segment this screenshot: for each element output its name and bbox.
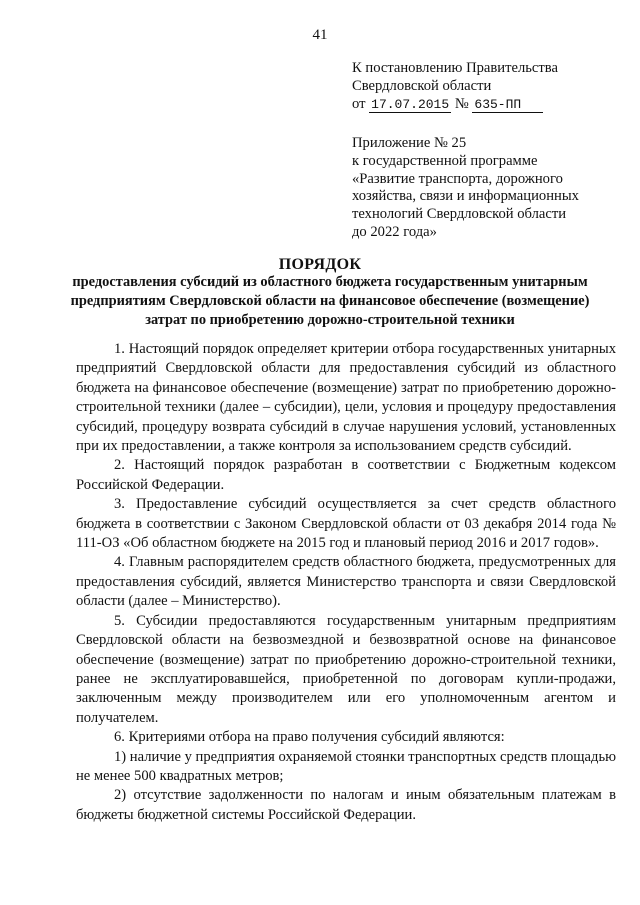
document-title: ПОРЯДОК xyxy=(278,256,362,273)
resolution-number: 635-ПП xyxy=(472,97,543,113)
paragraph: 5. Субсидии предоставляются государственным унитарным предприятиям Свердловской области на безвозмездной и безвозвратной основе на финансовое обеспечение (возмещение) затрат по приобретению дорожно-строительной техники, ранее не эксплуатировавшейся, приобретенной по договорам купли-продажи, заключенным между производителем или его уполномоченным агентом и получателем. xyxy=(76,612,616,726)
appendix-line: Приложение № 25 xyxy=(352,135,467,151)
resolution-date-number xyxy=(352,96,622,114)
paragraph: 1) наличие у предприятия охраняемой стоянки транспортных средств площадью не менее 500 квадратных метров; xyxy=(76,748,617,784)
paragraph: 6. Критериями отбора на право получения субсидий являются: xyxy=(114,729,505,746)
appendix-line: хозяйства, связи и информационных xyxy=(352,188,579,205)
appendix-line: к государственной программе xyxy=(352,152,538,169)
resolution-line-2: Свердловской области xyxy=(352,77,492,94)
number-label: № xyxy=(454,95,469,112)
from-label: от xyxy=(352,95,366,112)
appendix-line: технологий Свердловской области xyxy=(352,206,567,223)
appendix-reference xyxy=(352,135,622,242)
document-subtitle: предоставления субсидий из областного бюджета государственным унитарным предприятиям Свердловской области на финансовое обеспечение (возмещение) затрат по приобретению дорожно-строительной техники xyxy=(70,274,590,328)
document-body xyxy=(76,340,616,825)
resolution-line-1: К постановлению Правительства xyxy=(352,60,558,76)
resolution-reference xyxy=(352,60,622,113)
paragraph: 1. Настоящий порядок определяет критерии отбора государственных унитарных предприятий Свердловской области для предоставления субсидий из областного бюджета на финансовое обеспечение (возмещение) затрат по приобретению дорожно-строительной техники (далее – субсидии), цели, условия и процедуру предоставления субсидий, процедуру возврата субсидий в случае нарушения условий, установленных при их предоставлении, а также контроля за использованием средств субсидий. xyxy=(76,341,616,455)
paragraph: 2) отсутствие задолженности по налогам и иным обязательным платежам в бюджеты бюджетной системы Российской Федерации. xyxy=(76,787,616,823)
paragraph: 4. Главным распорядителем средств областного бюджета, предусмотренных для предоставления субсидий, является Министерство транспорта и связи Свердловской области (далее – Министерство). xyxy=(76,554,616,610)
page-number: 41 xyxy=(312,27,328,43)
appendix-line: «Развитие транспорта, дорожного xyxy=(352,170,563,187)
appendix-line: до 2022 года» xyxy=(352,223,437,240)
paragraph: 2. Настоящий порядок разработан в соответствии с Бюджетным кодексом Российской Федерации. xyxy=(76,457,616,493)
resolution-date: 17.07.2015 xyxy=(371,96,450,112)
paragraph: 3. Предоставление субсидий осуществляется за счет средств областного бюджета в соответствии с Законом Свердловской области от 03 декабря 2014 года № 111-ОЗ «Об областном бюджете на 2015 год и плановый период 2016 и 2017 годов». xyxy=(76,496,616,552)
